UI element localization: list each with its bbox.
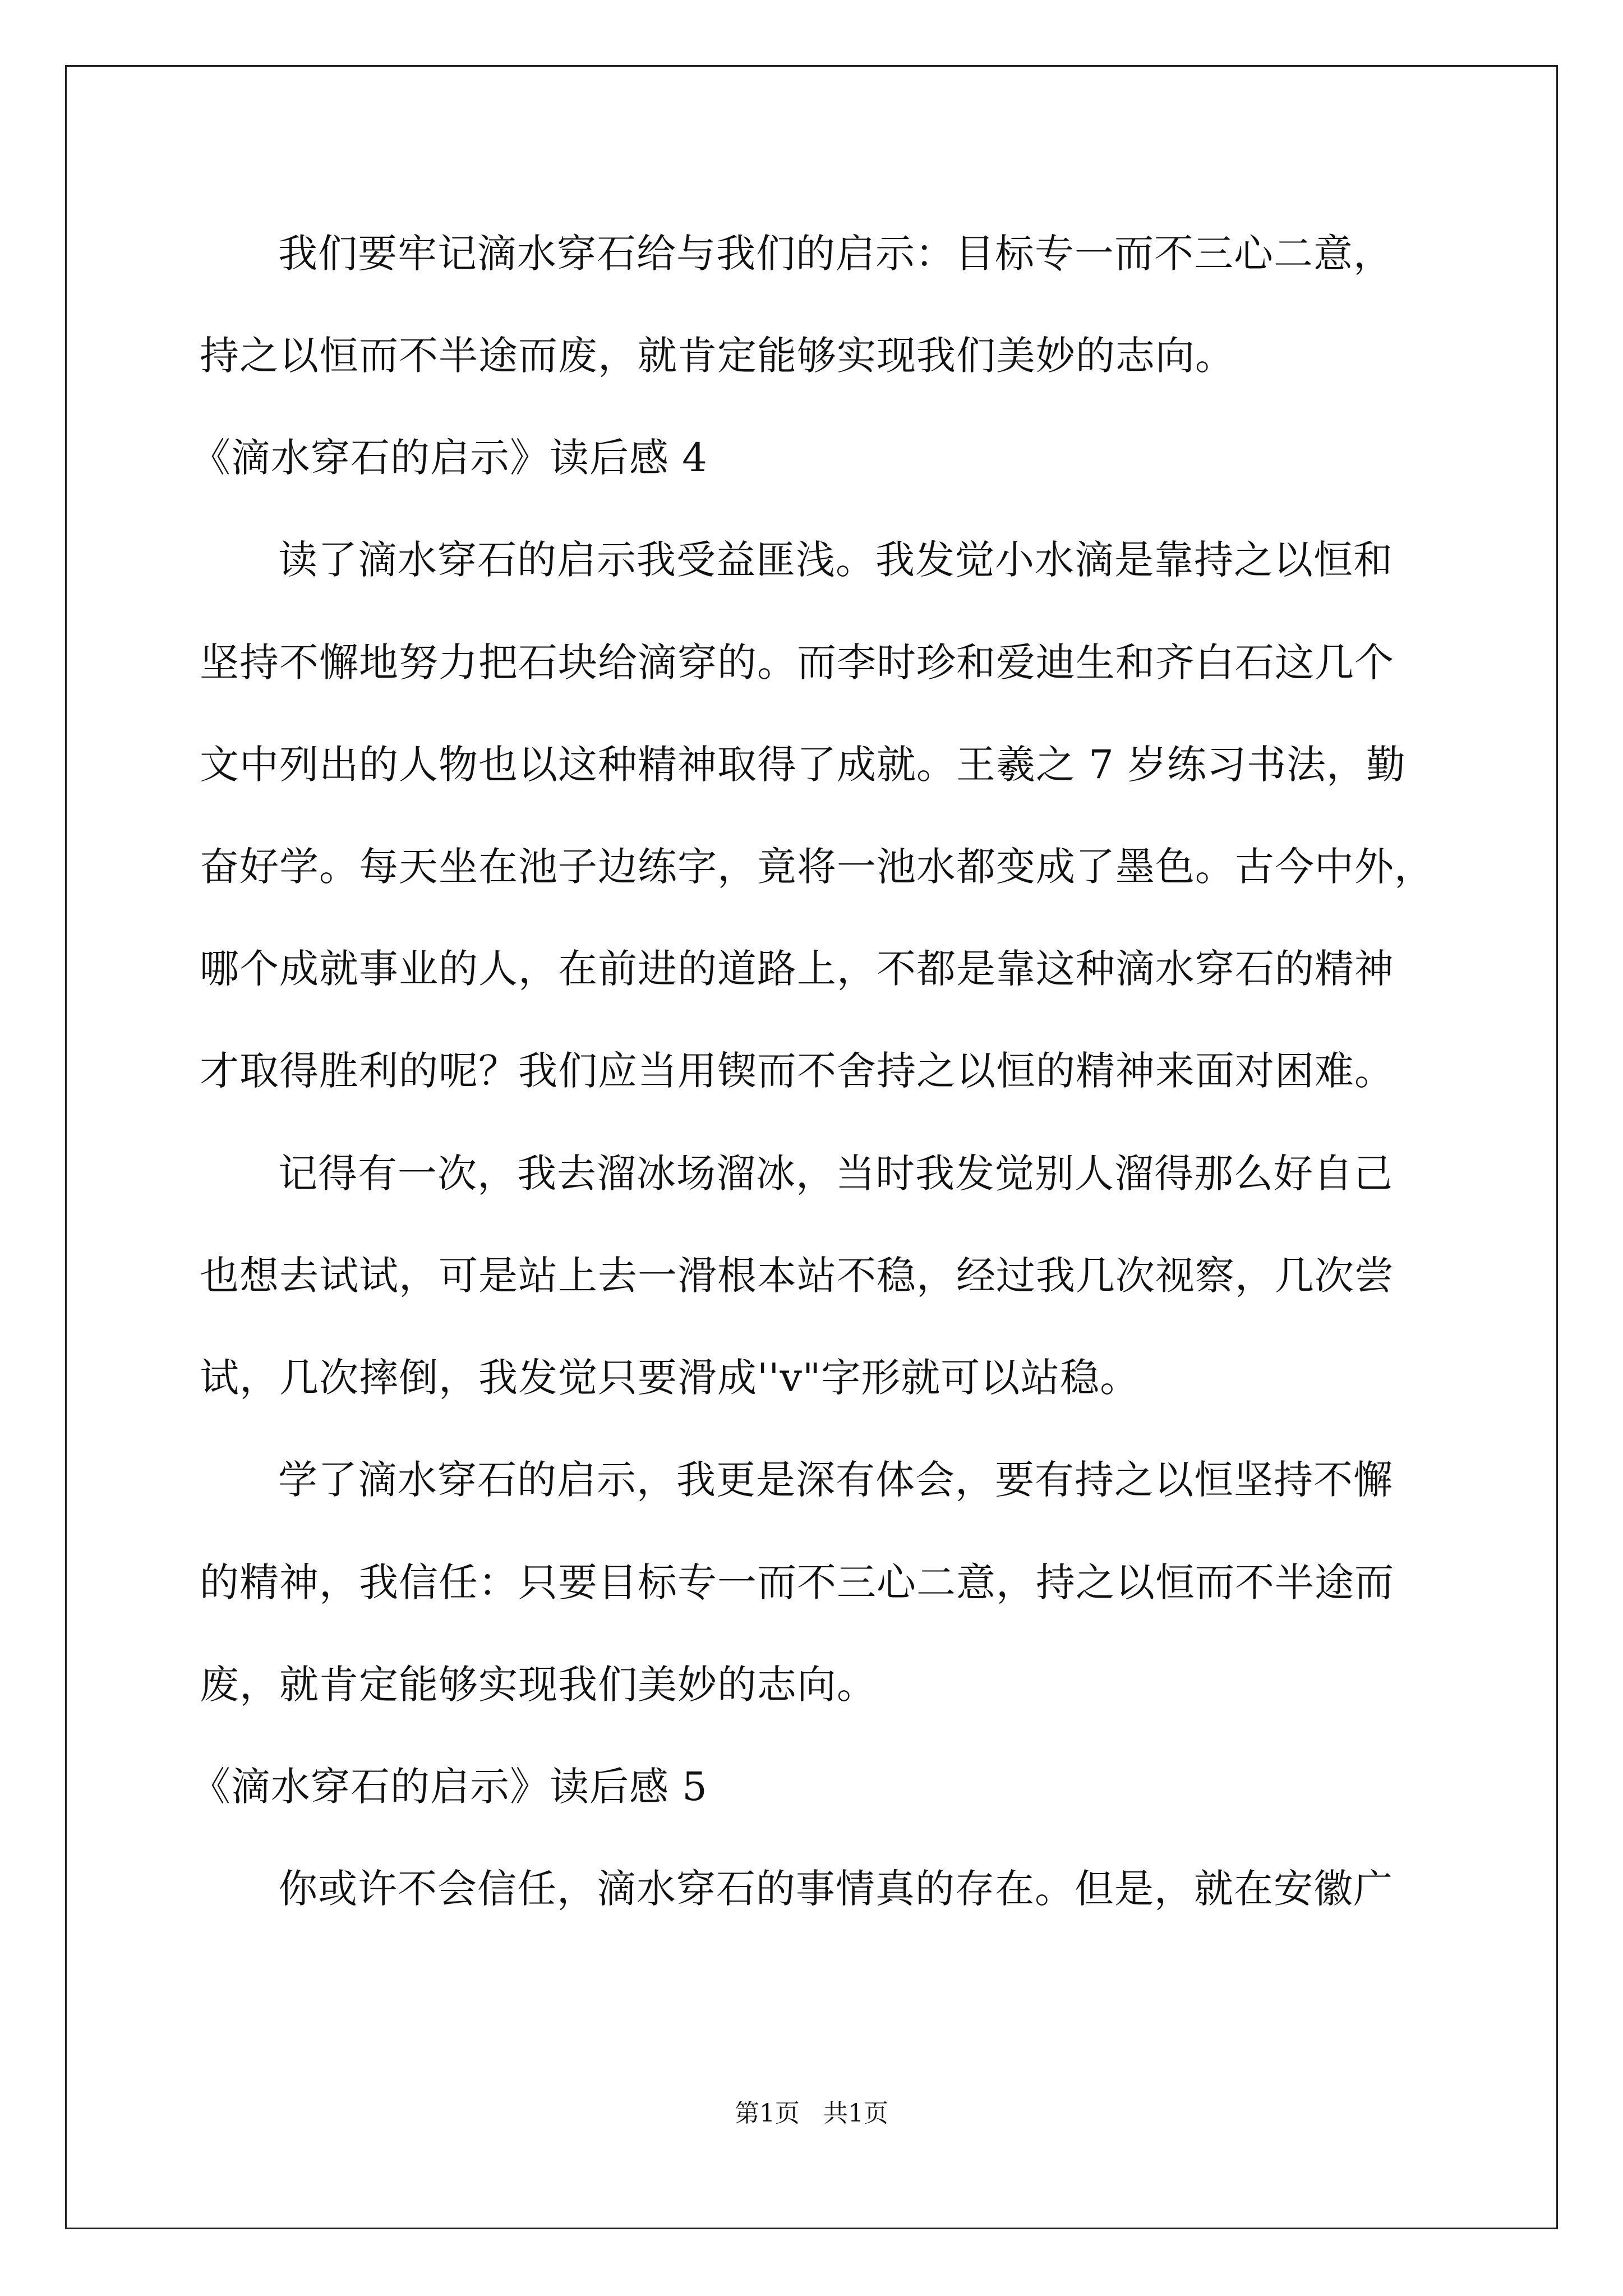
paragraph-line: 才取得胜利的呢？我们应当用锲而不舍持之以恒的精神来面对困难。 [200,1048,1394,1094]
paragraph-line: 读了滴水穿石的启示我受益匪浅。我发觉小水滴是靠持之以恒和 [278,537,1393,583]
paragraph-line: 试，几次摔倒，我发觉只要滑成''v"字形就可以站稳。 [200,1355,1140,1401]
paragraph-line: 学了滴水穿石的启示，我更是深有体会，要有持之以恒坚持不懈 [278,1457,1393,1503]
paragraph-line: 记得有一次，我去溜冰场溜冰，当时我发觉别人溜得那么好自己 [278,1151,1393,1197]
paragraph-line: 我们要牢记滴水穿石给与我们的启示：目标专一而不三心二意， [278,231,1393,277]
paragraph-line: 哪个成就事业的人，在前进的道路上，不都是靠这种滴水穿石的精神 [200,946,1394,992]
paragraph-line: 奋好学。每天坐在池子边练字，竟将一池水都变成了墨色。古今中外， [200,844,1434,890]
page-footer: 第1页 共1页 [735,2099,888,2128]
paragraph-line: 你或许不会信任，滴水穿石的事情真的存在。但是，就在安徽广 [278,1866,1393,1912]
paragraph-line: 的精神，我信任：只要目标专一而不三心二意，持之以恒而不半途而 [200,1559,1394,1605]
paragraph-line: 文中列出的人物也以这种精神取得了成就。王羲之 7 岁练习书法，勤 [200,742,1407,788]
paragraph-line: 持之以恒而不半途而废，就肯定能够实现我们美妙的志向。 [200,333,1235,379]
section-heading: 《滴水穿石的启示》读后感 4 [191,435,708,481]
paragraph-line: 废，就肯定能够实现我们美妙的志向。 [200,1662,877,1708]
paragraph-line: 坚持不懈地努力把石块给滴穿的。而李时珍和爱迪生和齐白石这几个 [200,639,1394,685]
section-heading: 《滴水穿石的启示》读后感 5 [191,1764,708,1810]
paragraph-line: 也想去试试，可是站上去一滑根本站不稳，经过我几次视察，几次尝 [200,1253,1394,1299]
